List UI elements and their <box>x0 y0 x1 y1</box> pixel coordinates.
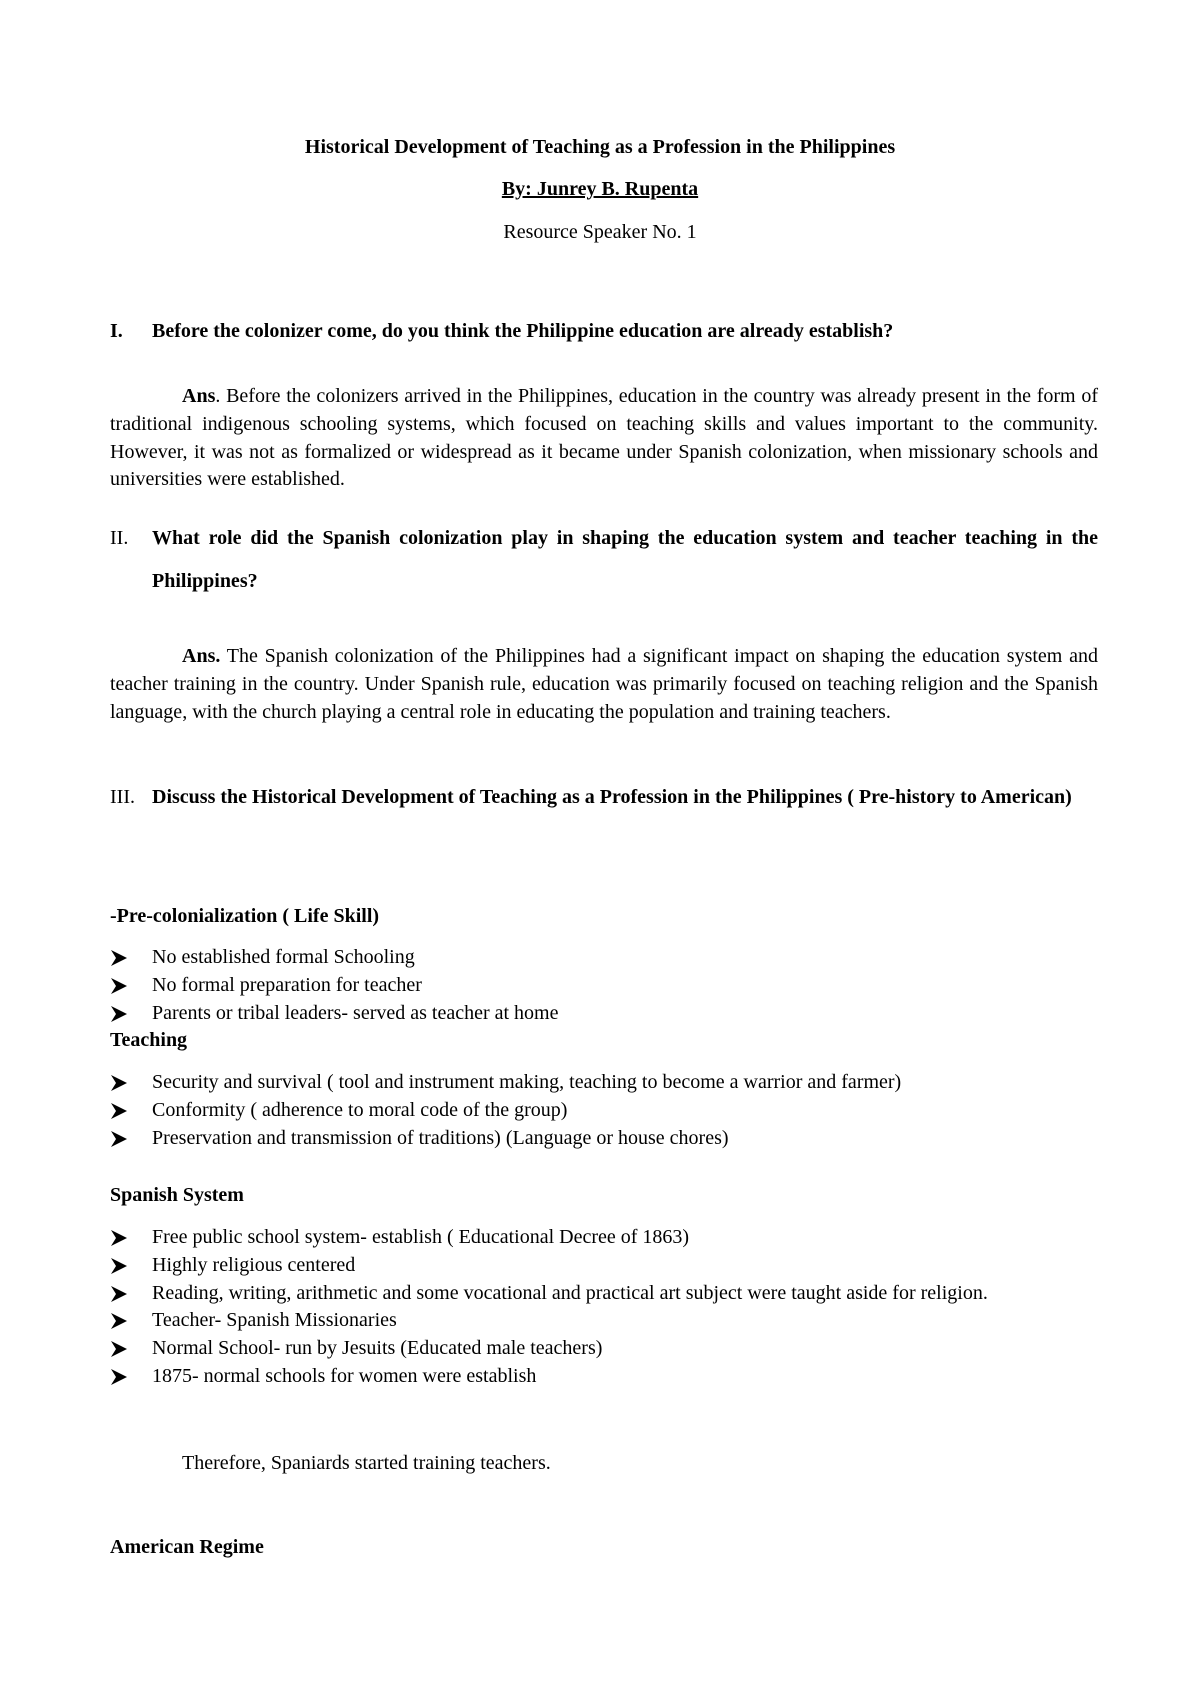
arrow-bullet-icon <box>110 1312 128 1330</box>
pre-colonial-heading: -Pre-colonialization ( Life Skill) <box>110 905 380 927</box>
section-1-answer-text: . Before the colonizers arrived in the Philippines, education in the country was already present in the form of traditional indigenous schooling systems, which focused on teaching skills and values important to the community. However, it was not as formalized or widespread as it became under Spanish colonization, when missionary schools and universities were established. <box>110 385 1098 491</box>
list-item: Free public school system- establish ( Educational Decree of 1863) <box>110 1224 1098 1252</box>
section-3-question: Discuss the Historical Development of Teaching as a Profession in the Philippines ( Pre-history to American) <box>152 786 1072 808</box>
document-title: Historical Development of Teaching as a Profession in the Philippines <box>304 136 896 158</box>
list-item: 1875- normal schools for women were establish <box>110 1363 1098 1391</box>
list-item: Teacher- Spanish Missionaries <box>110 1307 1098 1335</box>
arrow-bullet-icon <box>110 1285 128 1303</box>
list-item: Preservation and transmission of traditions) (Language or house chores) <box>110 1125 1098 1153</box>
list-item: Parents or tribal leaders- served as teacher at home <box>110 1000 1098 1028</box>
arrow-bullet-icon <box>110 977 128 995</box>
arrow-bullet-icon <box>110 1074 128 1092</box>
section-3-numeral: III. <box>110 786 135 808</box>
arrow-bullet-icon <box>110 1257 128 1275</box>
section-2-question: What role did the Spanish colonization play in shaping the education system and teacher teaching in the Philippines? <box>152 527 1098 592</box>
arrow-bullet-icon <box>110 949 128 967</box>
section-2-answer-label: Ans. <box>182 645 221 667</box>
spanish-list <box>110 1224 1098 1391</box>
arrow-bullet-icon <box>110 1368 128 1386</box>
teaching-list <box>110 1069 1098 1152</box>
arrow-bullet-icon <box>110 1130 128 1148</box>
section-1-answer-label: Ans <box>182 385 216 407</box>
arrow-bullet-icon <box>110 1340 128 1358</box>
pre-colonial-list <box>110 944 1098 1027</box>
document-subtitle: Resource Speaker No. 1 <box>503 221 697 243</box>
list-item: Security and survival ( tool and instrument making, teaching to become a warrior and farmer) <box>110 1069 1098 1097</box>
section-1-numeral: I. <box>110 320 123 342</box>
section-1-answer <box>110 383 1098 494</box>
section-2-numeral: II. <box>110 527 129 549</box>
section-1-question: Before the colonizer come, do you think the Philippine education are already establish? <box>152 320 894 342</box>
arrow-bullet-icon <box>110 1102 128 1120</box>
section-2-answer <box>110 643 1098 726</box>
list-item: Reading, writing, arithmetic and some vocational and practical art subject were taught aside for religion. <box>110 1280 1098 1308</box>
section-2-answer-text: The Spanish colonization of the Philippines had a significant impact on shaping the education system and teacher training in the country. Under Spanish rule, education was primarily focused on teaching religion and the Spanish language, with the church playing a central role in educating the population and training teachers. <box>110 645 1098 723</box>
list-item: No formal preparation for teacher <box>110 972 1098 1000</box>
american-heading: American Regime <box>110 1536 264 1558</box>
list-item: Highly religious centered <box>110 1252 1098 1280</box>
list-item: Conformity ( adherence to moral code of the group) <box>110 1097 1098 1125</box>
spanish-heading: Spanish System <box>110 1184 244 1206</box>
teaching-heading: Teaching <box>110 1029 188 1051</box>
document-author: By: Junrey B. Rupenta <box>501 178 699 200</box>
list-item: No established formal Schooling <box>110 944 1098 972</box>
list-item: Normal School- run by Jesuits (Educated male teachers) <box>110 1335 1098 1363</box>
spanish-conclusion: Therefore, Spaniards started training teachers. <box>182 1452 551 1474</box>
arrow-bullet-icon <box>110 1229 128 1247</box>
arrow-bullet-icon <box>110 1005 128 1023</box>
